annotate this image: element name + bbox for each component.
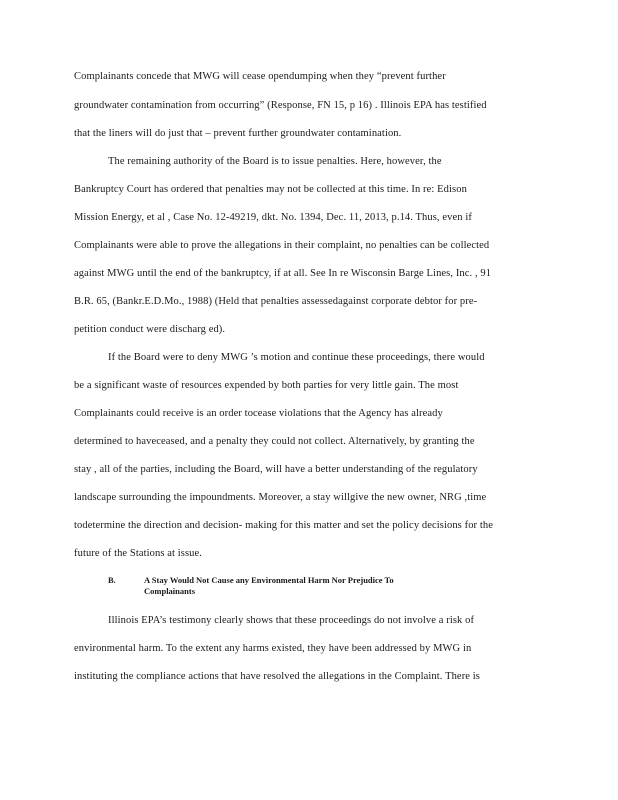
text-line: If the Board were to deny MWG ’s motion and continue these proceedings, there would: [108, 352, 485, 363]
text-line: groundwater contamination from occurring” (Response, FN 15, p 16) . Illinois EPA has testified: [74, 100, 487, 111]
section-heading-title-continued: Complainants: [144, 586, 196, 596]
section-heading: [108, 575, 540, 599]
text-line: determined to haveceased, and a penalty they could not collect. Alternatively, by granting the: [74, 436, 475, 447]
text-line: Complainants were able to prove the allegations in their complaint, no penalties can be collected: [74, 240, 490, 251]
section-heading-title: A Stay Would Not Cause any Environmental Harm Nor Prejudice To: [144, 575, 394, 585]
text-line: petition conduct were discharg ed).: [74, 324, 226, 335]
section-heading-label: B.: [108, 575, 116, 585]
text-line: that the liners will do just that – prevent further groundwater contamination.: [74, 128, 402, 139]
text-line: stay , all of the parties, including the Board, will have a better understanding of the regulatory: [74, 464, 478, 475]
text-line: B.R. 65, (Bankr.E.D.Mo., 1988) (Held that penalties assessedagainst corporate debtor for pre-: [74, 296, 478, 307]
text-line: environmental harm. To the extent any harms existed, they have been addressed by MWG in: [74, 643, 472, 654]
text-line: instituting the compliance actions that have resolved the allegations in the Complaint. There is: [74, 671, 480, 682]
text-line: Bankruptcy Court has ordered that penalties may not be collected at this time. In re: Edison: [74, 184, 467, 195]
text-line: future of the Stations at issue.: [74, 548, 203, 559]
text-line: landscape surrounding the impoundments. Moreover, a stay willgive the new owner, NRG ,time: [74, 492, 487, 503]
text-line: The remaining authority of the Board is to issue penalties. Here, however, the: [108, 156, 442, 167]
text-line: Complainants could receive is an order tocease violations that the Agency has already: [74, 408, 443, 419]
text-line: against MWG until the end of the bankruptcy, if at all. See In re Wisconsin Barge Lines, Inc. , 91: [74, 268, 492, 279]
text-line: Mission Energy, et al , Case No. 12-49219, dkt. No. 1394, Dec. 11, 2013, p.14. Thus, even if: [74, 212, 472, 223]
text-line: Illinois EPA’s testimony clearly shows that these proceedings do not involve a risk of: [108, 615, 475, 626]
text-line: todetermine the direction and decision- making for this matter and set the policy decisions for the: [74, 520, 493, 531]
text-line: Complainants concede that MWG will cease opendumping when they “prevent further: [74, 71, 446, 82]
text-line: be a significant waste of resources expended by both parties for very little gain. The most: [74, 380, 459, 391]
